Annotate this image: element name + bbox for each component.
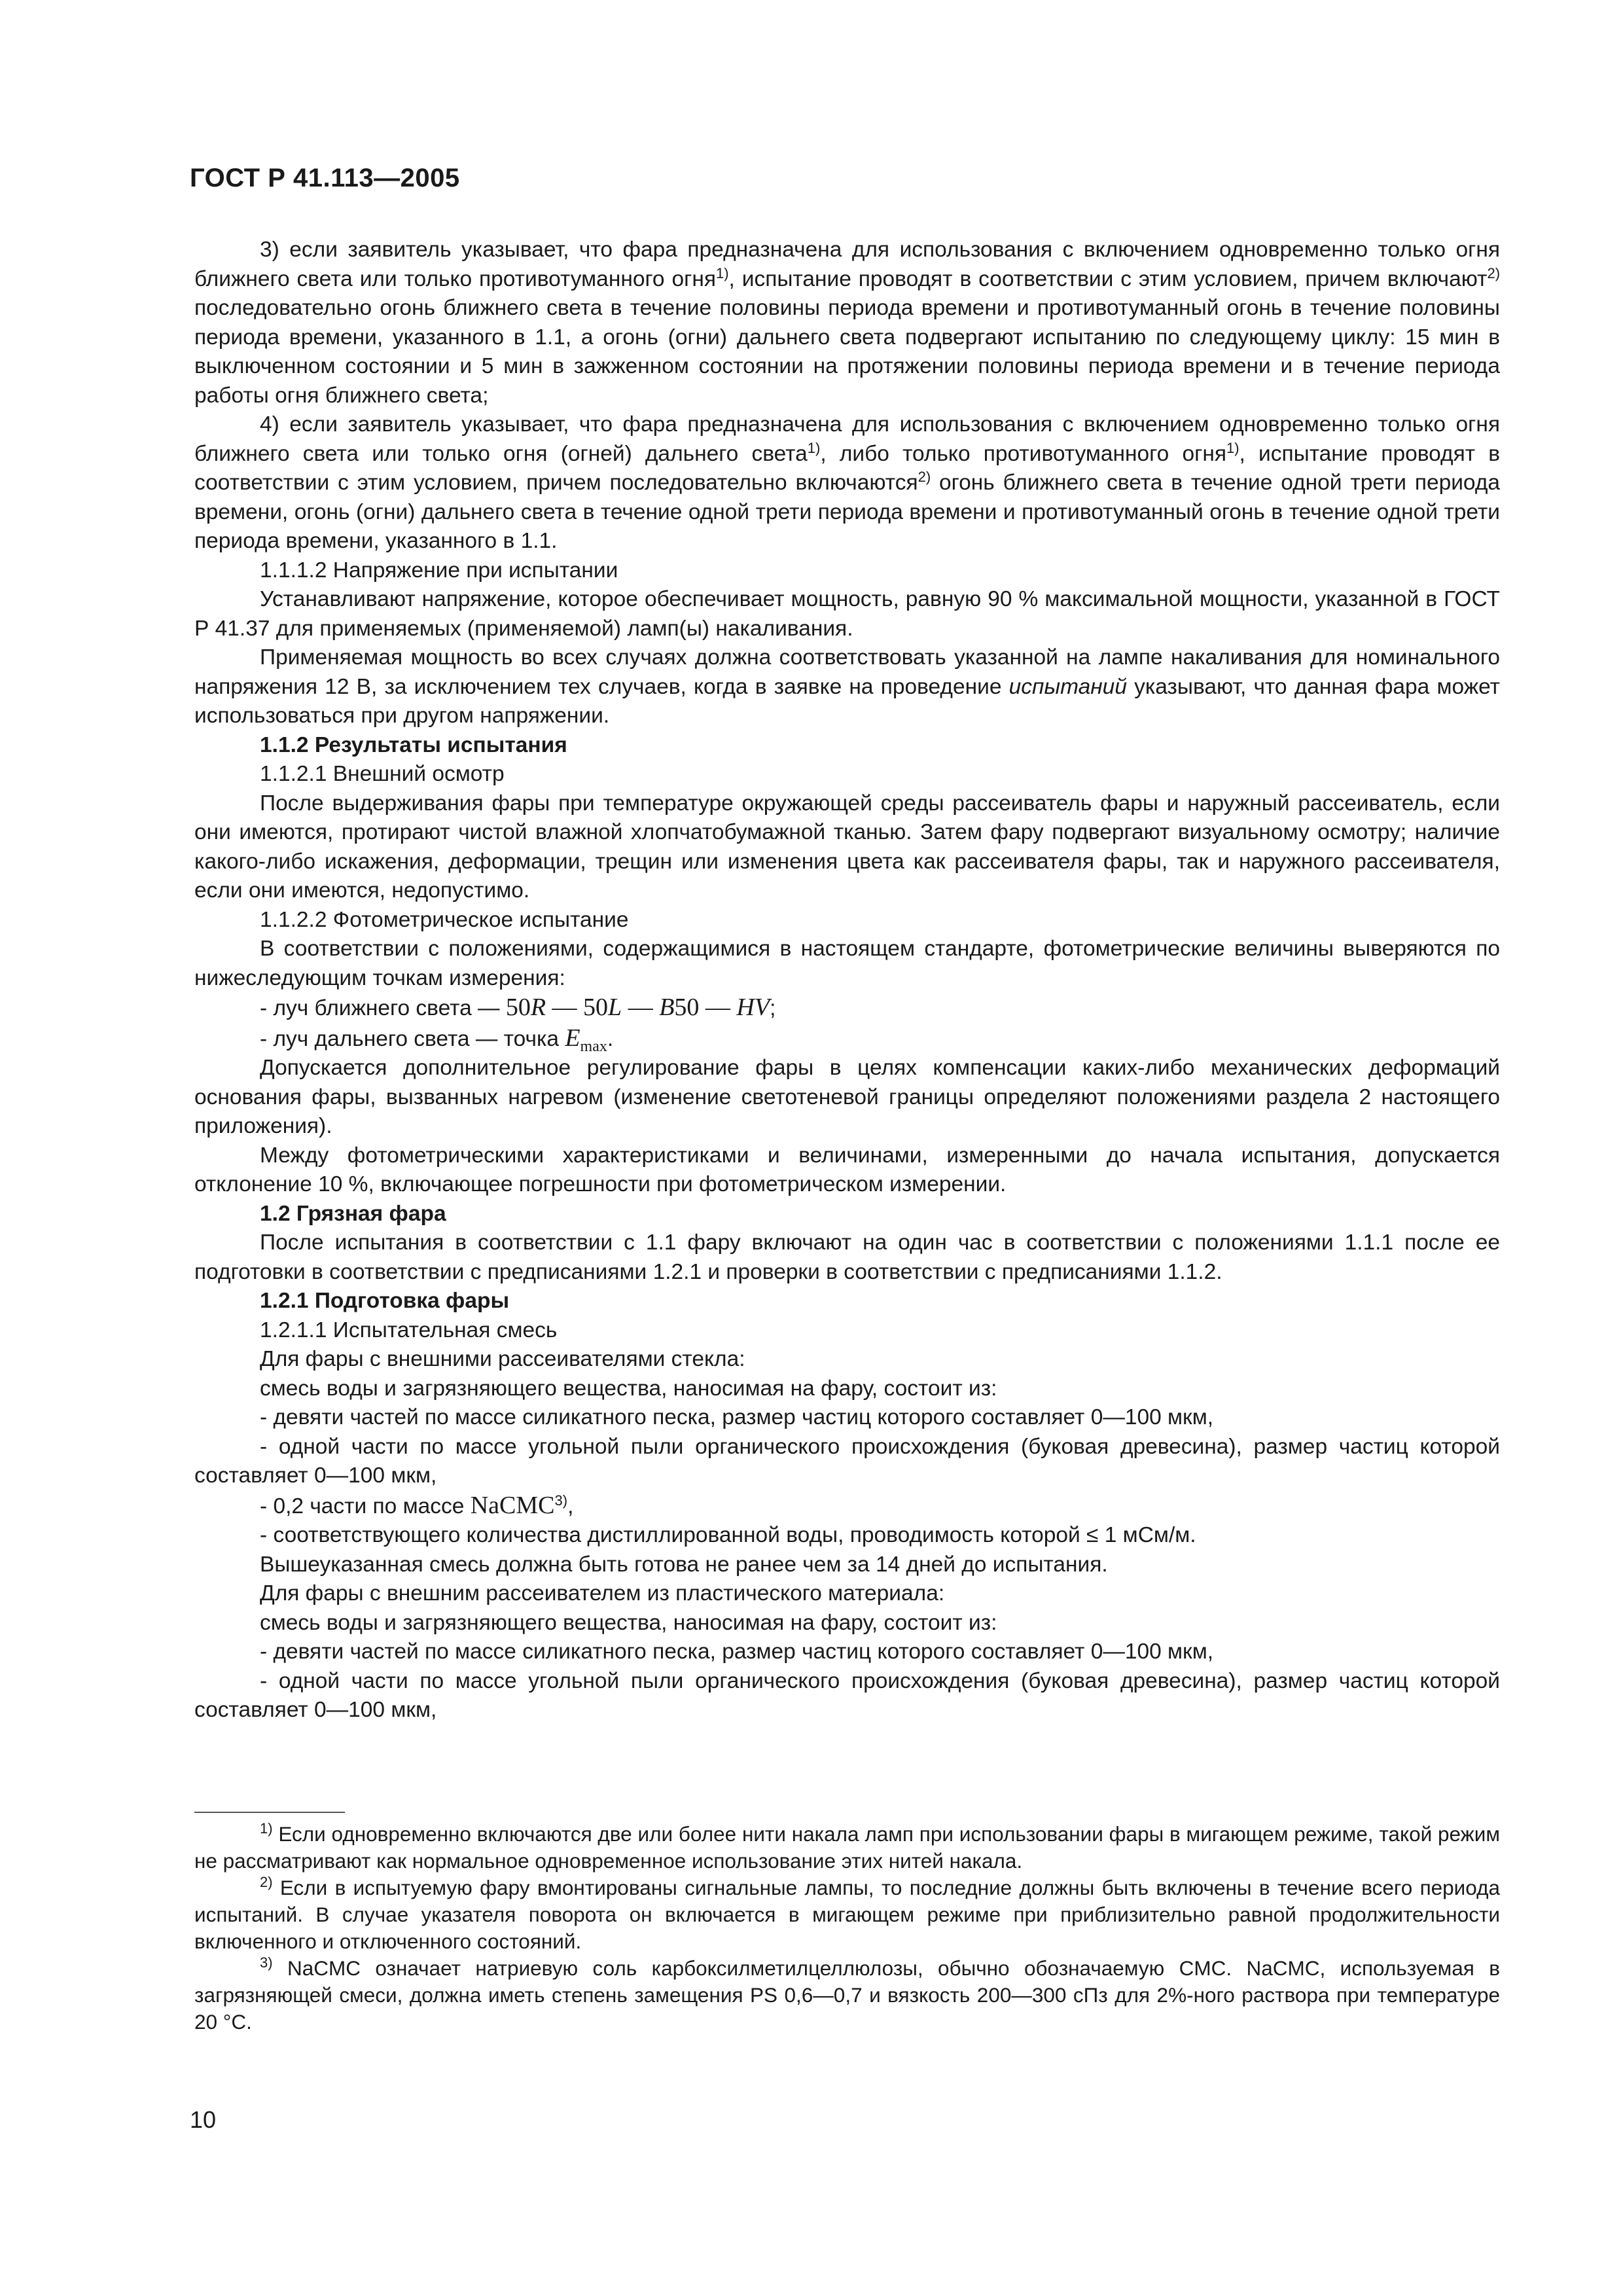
paragraph-mixture: смесь воды и загрязняющего вещества, наносимая на фару, состоит из: [260,1376,997,1401]
paragraph-voltage: Устанавливают напряжение, которое обеспечивает мощность, равную 90 % максимальной мощности, указанной в ГОСТ Р 41.37 для применяемых (применяемой) ламп(ы) накаливания. [194,587,1500,641]
math-text: NaCMC [470,1491,555,1519]
text-run: 3) если заявитель указывает, что фара предназначена для использования с включением одновременно только огня ближнего света или только противотуманного огня [194,238,1500,291]
text-run: - 0,2 части по массе [260,1494,471,1518]
paragraph-item-4 [194,410,1500,556]
math-text: 50 [505,994,531,1021]
math-text: HV [736,994,770,1021]
paragraph-mixture: смесь воды и загрязняющего вещества, наносимая на фару, состоит из: [260,1610,997,1635]
paragraph-photometric: В соответствии с положениями, содержащимися в настоящем стандарте, фотометрические величины выверяются по нижеследующим точкам измерения: [194,937,1500,990]
math-text: — 50 [546,994,609,1021]
footnote-1 [194,1821,1500,1874]
text-run: - луч ближнего света — [260,996,506,1020]
paragraph-item-3 [194,236,1500,410]
footnote-marker: 3) [260,1954,273,1971]
math-text: 50 — [674,994,737,1021]
italic-text: испытаний [1008,674,1127,699]
paragraph-deviation: Между фотометрическими характеристиками и величинами, измеренными до начала испытания, допускается отклонение 10 %, включающее погрешности при фотометрическом измерении. [194,1143,1500,1196]
text-run: - луч дальнего света — точка [260,1026,565,1051]
paragraph-power [194,643,1500,731]
list-item-water: - соответствующего количества дистиллированной воды, проводимость которой ≤ 1 мСм/м. [260,1523,1196,1547]
text-run: последовательно огонь ближнего света в течение половины периода времени и противотуманный огонь в течение половины периода времени, указанного в 1.1, а огонь (огни) дальнего света подвергают испытанию по следующему циклу: 15 мин в выключенном состоянии и 5 мин в зажженном состоянии на протяжении половины периода времени и в течение периода работы огня ближнего света; [194,296,1500,408]
footnote-text: Если в испытуемую фару вмонтированы сигнальные лампы, то последние должны быть включены в течение всего периода испытаний. В случае указателя поворота он включается в мигающем режиме при приблизительно равной продолжительности включенного и отключенного состояний. [194,1876,1500,1953]
footnote-separator [194,1812,345,1813]
text-run: , испытание проводят в соответствии с этим условием, причем включают [728,266,1488,291]
text-run: , [567,1494,574,1518]
paragraph-plastic-lens: Для фары с внешним рассеивателем из пластического материала: [260,1581,945,1605]
section-heading-1-1-1-2: 1.1.1.2 Напряжение при испытании [260,558,618,583]
section-heading-1-1-2: 1.1.2 Результаты испытания [260,732,567,757]
math-subscript: max [580,1037,607,1055]
footnote-2 [194,1874,1500,1955]
text-run: , либо только противотуманного огня [820,441,1226,466]
footnote-text: Если одновременно включаются две или более нити накала ламп при использовании фары в мигающем режиме, такой режим не рассматривают как нормальное одновременное использование этих нитей накала. [194,1822,1500,1873]
math-text: L [608,994,622,1021]
text-run: Применяемая мощность во всех случаях должна соответствовать указанной на лампе накаливания для номинального напряжения 12 В, за исключением тех случаев, когда в заявке на проведение [194,645,1500,699]
math-text: — [622,994,660,1021]
list-item-nacmc [194,1491,1500,1522]
footnote-3 [194,1955,1500,2036]
footnote-text: NaCMC означает натриевую соль карбоксилметилцеллюлозы, обычно обозначаемую CMC. NaCMC, используемая в загрязняющей смеси, должна иметь степень замещения PS 0,6—0,7 и вязкость 200—300 сПз для 2%-ного раствора при температуре 20 °С. [194,1956,1500,2034]
math-text: R [530,994,546,1021]
section-heading-1-2-1-1: 1.2.1.1 Испытательная смесь [260,1318,558,1342]
math-text: E [565,1024,580,1052]
text-run: , испытание проводят в соответствии с этим условием, причем последовательно включаются [194,441,1501,495]
paragraph-visual-inspection: После выдерживания фары при температуре окружающей среды рассеиватель фары и наружный рассеиватель, если они имеются, протирают чистой влажной хлопчатобумажной тканью. Затем фару подвергают визуальному осмотру; наличие какого-либо искажения, деформации, трещин или изменения цвета как рассеивателя фары, так и наружного рассеивателя, если они имеются, недопустимо. [194,791,1500,903]
page-number: 10 [190,2106,217,2133]
paragraph-freshness: Вышеуказанная смесь должна быть готова не ранее чем за 14 дней до испытания. [260,1552,1108,1577]
text-run: указывают, что данная фара может использоваться при другом напряжении. [194,674,1501,728]
footnote-ref-3: 3) [554,1492,568,1509]
text-run: 4) если заявитель указывает, что фара предназначена для использования с включением одновременно только огня ближнего света или только огня (огней) дальнего света [194,412,1500,466]
footnote-ref-1: 1) [1226,439,1240,456]
list-item-sand: - девяти частей по массе силикатного песка, размер частиц которого составляет 0—100 мкм, [260,1405,1214,1429]
footnotes [194,1821,1500,2036]
document-header: ГОСТ Р 41.113—2005 [190,164,460,192]
list-item-coal-dust: - одной части по массе угольной пыли органического происхождения (буковая древесина), размер частиц которой составляет 0—100 мкм, [194,1434,1500,1488]
section-heading-1-1-2-1: 1.1.2.1 Внешний осмотр [260,762,505,786]
math-text: B [659,994,675,1021]
footnote-ref-1: 1) [715,264,729,281]
paragraph-dirty-lamp: После испытания в соответствии с 1.1 фару включают на один час в соответствии с положениями 1.1.1 после ее подготовки в соответствии с предписаниями 1.2.1 и проверки в соответствии с предписаниями 1.1.2. [194,1230,1500,1284]
list-item-coal-dust: - одной части по массе угольной пыли органического происхождения (буковая древесина), размер частиц которой составляет 0—100 мкм, [194,1668,1500,1722]
footnote-ref-2: 2) [1487,264,1501,281]
list-item-sand: - девяти частей по массе силикатного песка, размер частиц которого составляет 0—100 мкм, [260,1640,1214,1664]
section-heading-1-2: 1.2 Грязная фара [260,1201,446,1226]
section-heading-1-1-2-2: 1.1.2.2 Фотометрическое испытание [260,907,629,932]
document-body [194,236,1500,1725]
section-heading-1-2-1: 1.2.1 Подготовка фары [260,1289,510,1313]
paragraph-adjustment: Допускается дополнительное регулирование фары в целях компенсации каких-либо механических деформаций основания фары, вызванных нагревом (изменение светотеневой границы определяют положениями раздела 2 настоящего приложения). [194,1056,1500,1138]
footnote-ref-2: 2) [918,469,931,485]
footnote-ref-1: 1) [807,439,821,456]
footnote-marker: 1) [260,1820,273,1837]
list-item-low-beam [194,993,1500,1024]
text-run: огонь ближнего света в течение одной трети периода времени, огонь (огни) дальнего света в течение одной трети периода времени и противотуманный огонь в течение одной трети периода времени, указанного в 1.1. [194,471,1501,553]
text-run: ; [770,996,776,1020]
text-run: . [607,1026,614,1051]
paragraph-glass-lens: Для фары с внешними рассеивателями стекла: [260,1347,745,1371]
footnote-marker: 2) [260,1874,273,1890]
list-item-high-beam [194,1024,1500,1054]
